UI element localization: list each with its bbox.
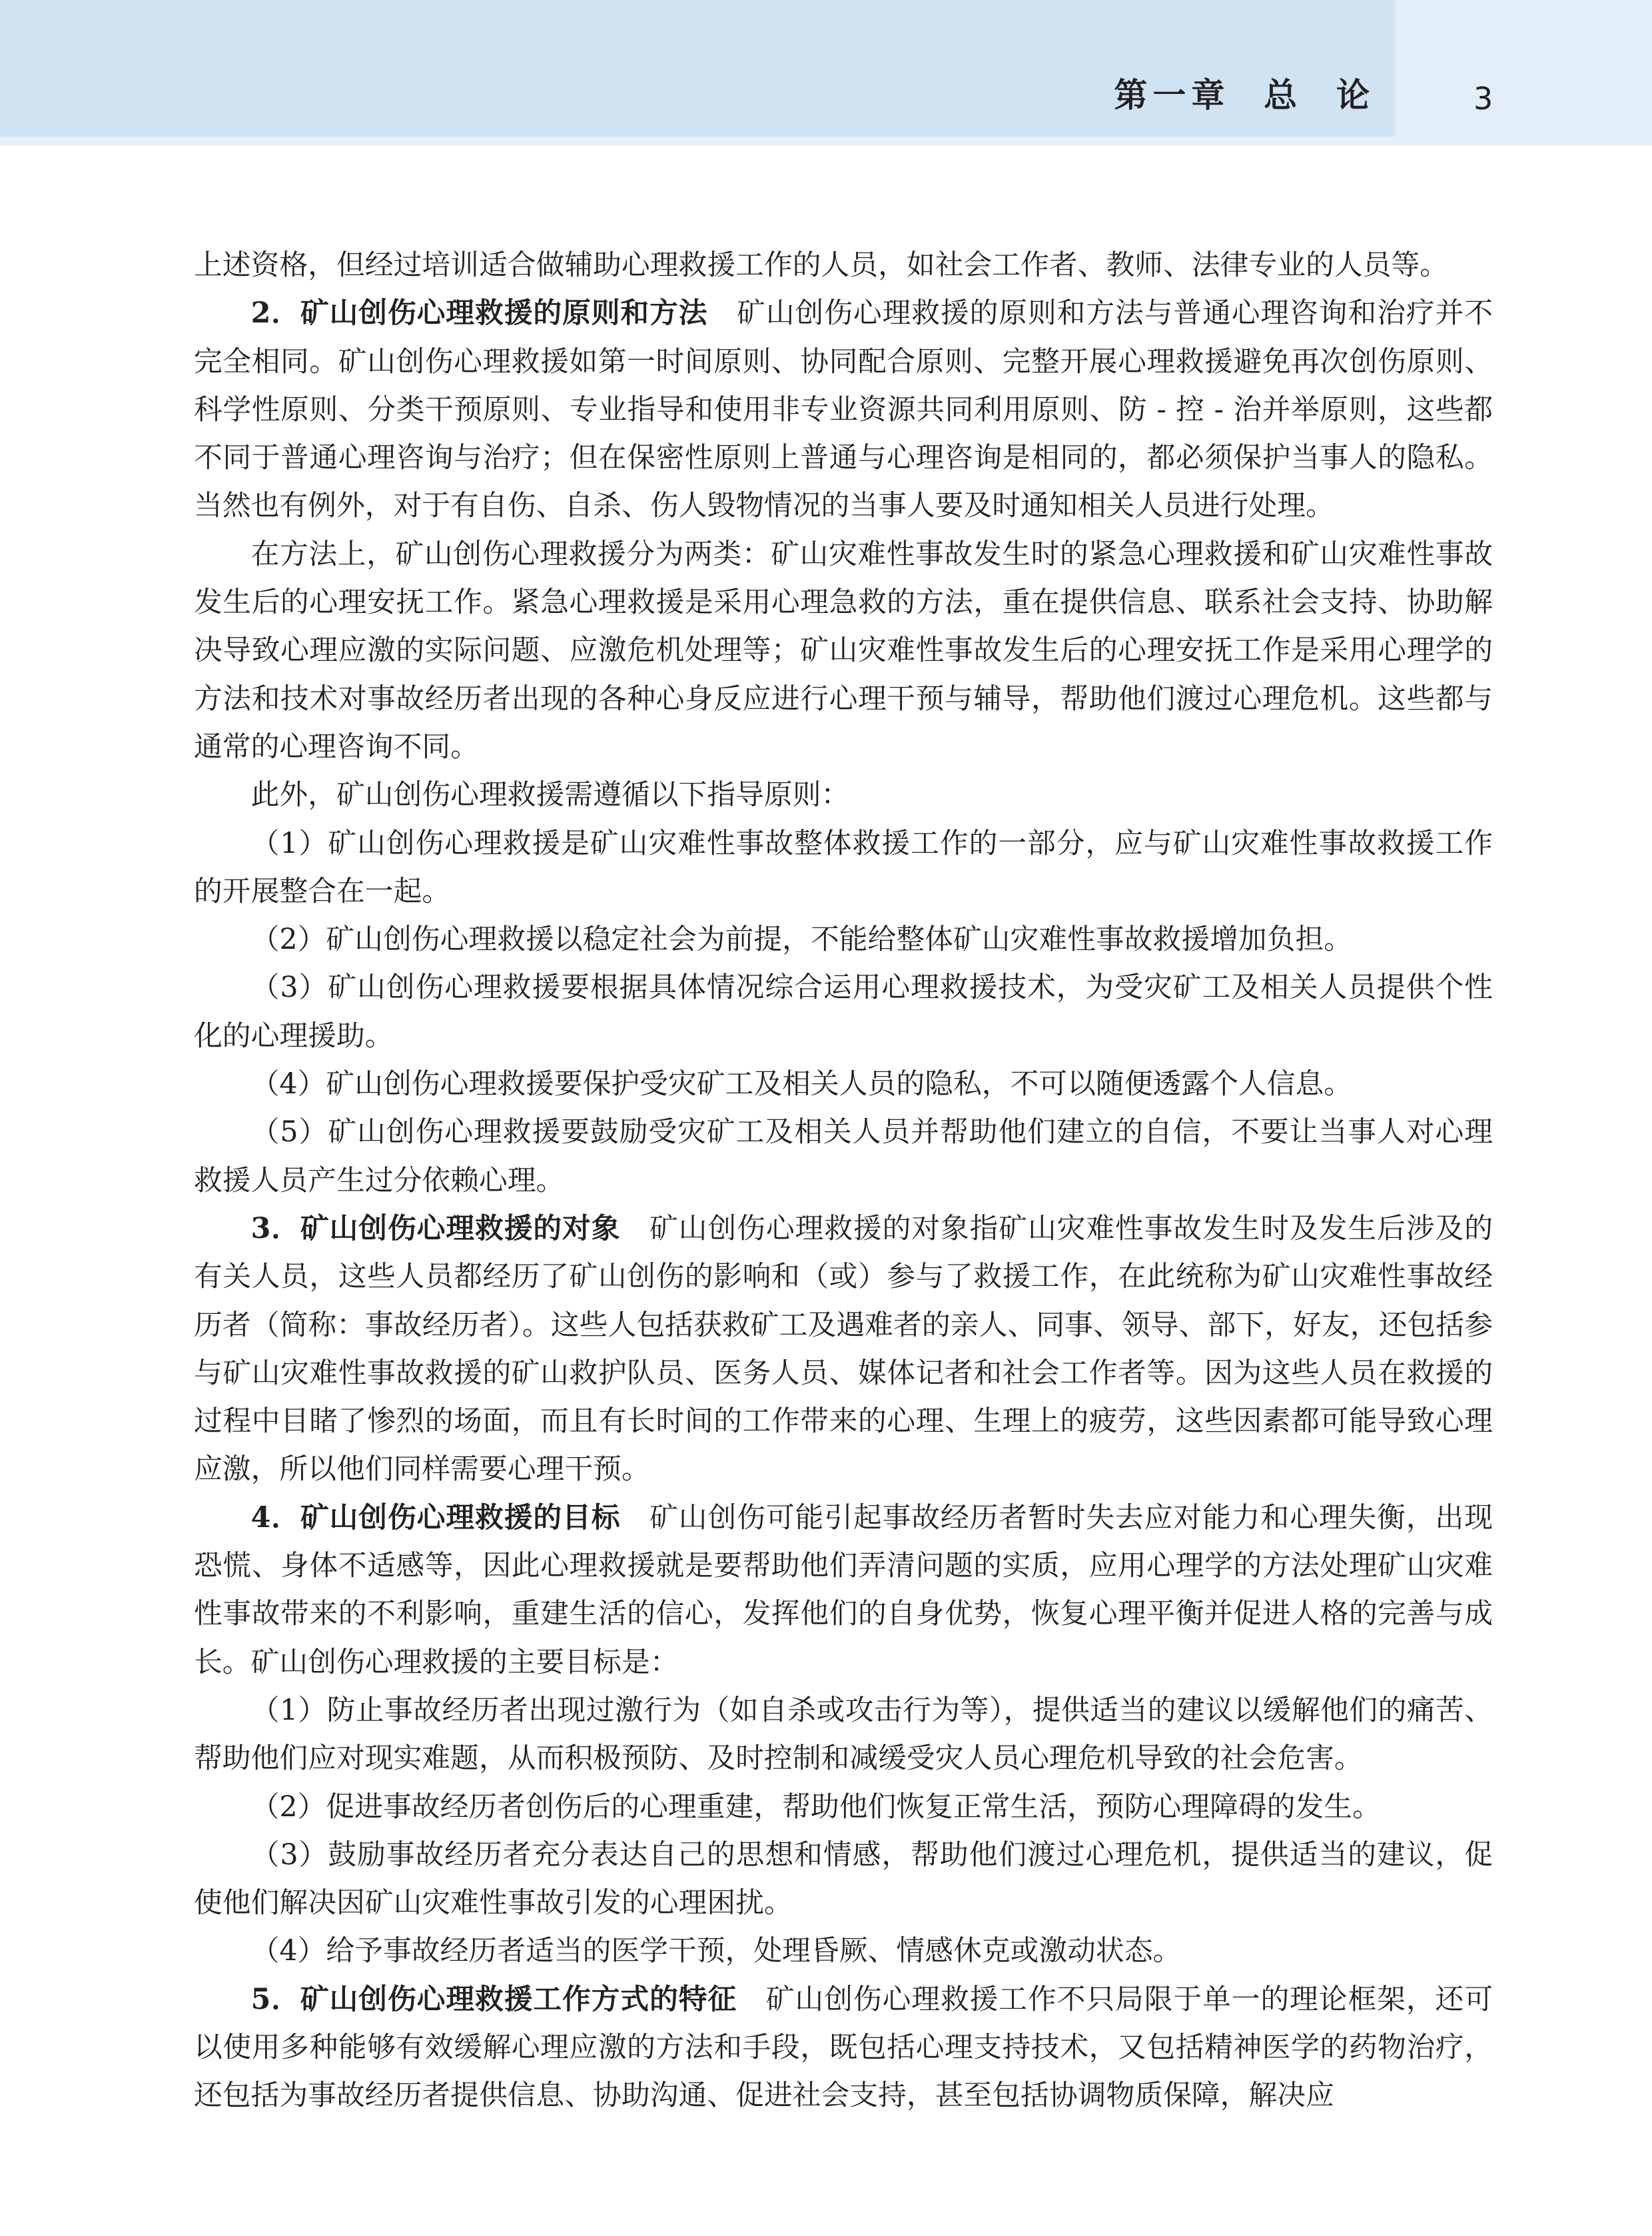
paragraph-text: （1）矿山创伤心理救援是矿山灾难性事故整体救援工作的一部分，应与矿山灾难性事故救援工作的开展整合在一起。 (194, 826, 1493, 908)
paragraph-text: （4）矿山创伤心理救援要保护受灾矿工及相关人员的隐私，不可以随便透露个人信息。 (250, 1067, 1353, 1101)
paragraph-text: （2）矿山创伤心理救援以稳定社会为前提，不能给整体矿山灾难性事故救援增加负担。 (250, 923, 1353, 957)
paragraph (194, 771, 1493, 819)
list-item (194, 1108, 1493, 1205)
paragraph-text: 矿山创伤心理救援的原则和方法与普通心理咨询和治疗并不完全相同。矿山创伤心理救援如第一时间原则、协同配合原则、完整开展心理救援避免再次创伤原则、科学性原则、分类干预原则、专业指导和使用非专业资源共同利用原则、防 - 控 - 治并举原则，这些都不同于普通心理咨询与治疗；但在保密性原则上普通与心理咨询是相同的，都必须保护当事人的隐私。当然也有例外，对于有自伤、自杀、伤人毁物情况的当事人要及时通知相关人员进行处理。 (194, 296, 1493, 523)
list-item (194, 963, 1493, 1060)
section-heading: 2．矿山创伤心理救援的原则和方法 (250, 296, 708, 330)
list-item (194, 1831, 1493, 1928)
header-divider (0, 137, 1652, 146)
paragraph-text: （3）矿山创伤心理救援要根据具体情况综合运用心理救援技术，为受灾矿工及相关人员提供个性化的心理援助。 (194, 971, 1493, 1053)
paragraph-text: 矿山创伤心理救援的对象指矿山灾难性事故发生时及发生后涉及的有关人员，这些人员都经历了矿山创伤的影响和（或）参与了救援工作，在此统称为矿山灾难性事故经历者（简称：事故经历者）。这些人包括获救矿工及遇难者的亲人、同事、领导、部下，好友，还包括参与矿山灾难性事故救援的矿山救护队员、医务人员、媒体记者和社会工作者等。因为这些人员在救援的过程中目睹了惨烈的场面，而且有长时间的工作带来的心理、生理上的疲劳，这些因素都可能导致心理应激，所以他们同样需要心理干预。 (194, 1211, 1493, 1486)
paragraph-text: 在方法上，矿山创伤心理救援分为两类：矿山灾难性事故发生时的紧急心理救援和矿山灾难性事故发生后的心理安抚工作。紧急心理救援是采用心理急救的方法，重在提供信息、联系社会支持、协助解决导致心理应激的实际问题、应激危机处理等；矿山灾难性事故发生后的心理安抚工作是采用心理学的方法和技术对事故经历者出现的各种心身反应进行心理干预与辅导，帮助他们渡过心理危机。这些都与通常的心理咨询不同。 (194, 537, 1493, 764)
paragraph-text: 上述资格，但经过培训适合做辅助心理救援工作的人员，如社会工作者、教师、法律专业的人员等。 (194, 249, 1449, 282)
list-item (194, 915, 1493, 963)
paragraph-text: 矿山创伤心理救援工作不只局限于单一的理论框架，还可以使用多种能够有效缓解心理应激的方法和手段，既包括心理支持技术，又包括精神医学的药物治疗，还包括为事故经历者提供信息、协助沟通、促进社会支持，甚至包括协调物质保障，解决应 (194, 1982, 1493, 2113)
body-text (194, 241, 1493, 2120)
header-tab (1395, 0, 1652, 137)
section-heading: 3．矿山创伤心理救援的对象 (250, 1211, 621, 1245)
list-item (194, 1927, 1493, 1975)
list-item (194, 1060, 1493, 1108)
section-paragraph (194, 1205, 1493, 1494)
section-paragraph (194, 289, 1493, 530)
section-paragraph (194, 1494, 1493, 1686)
page-number: 3 (1473, 81, 1493, 117)
paragraph-text: （1）防止事故经历者出现过激行为（如自杀或攻击行为等），提供适当的建议以缓解他们的痛苦、帮助他们应对现实难题，从而积极预防、及时控制和减缓受灾人员心理危机导致的社会危害。 (194, 1693, 1493, 1776)
chapter-title: 第一章 总 论 (1114, 75, 1375, 115)
paragraph (194, 530, 1493, 771)
paragraph-text: （2）促进事故经历者创伤后的心理重建，帮助他们恢复正常生活，预防心理障碍的发生。 (250, 1790, 1381, 1824)
header-band (0, 0, 1395, 137)
list-item (194, 820, 1493, 916)
section-paragraph (194, 1975, 1493, 2120)
paragraph (194, 241, 1493, 289)
section-heading: 5．矿山创伤心理救援工作方式的特征 (250, 1982, 737, 2016)
paragraph-text: （5）矿山创伤心理救援要鼓励受灾矿工及相关人员并帮助他们建立的自信，不要让当事人对心理救援人员产生过分依赖心理。 (194, 1115, 1493, 1197)
list-item (194, 1686, 1493, 1783)
section-heading: 4．矿山创伤心理救援的目标 (250, 1500, 621, 1534)
paragraph-text: 矿山创伤可能引起事故经历者暂时失去应对能力和心理失衡，出现恐慌、身体不适感等，因此心理救援就是要帮助他们弄清问题的实质，应用心理学的方法处理矿山灾难性事故带来的不利影响，重建生活的信心，发挥他们的自身优势，恢复心理平衡并促进人格的完善与成长。矿山创伤心理救援的主要目标是： (194, 1500, 1493, 1679)
paragraph-text: （4）给予事故经历者适当的医学干预，处理昏厥、情感休克或激动状态。 (250, 1934, 1182, 1968)
paragraph-text: 此外，矿山创伤心理救援需遵循以下指导原则： (250, 778, 850, 812)
list-item (194, 1783, 1493, 1831)
paragraph-text: （3）鼓励事故经历者充分表达自己的思想和情感，帮助他们渡过心理危机，提供适当的建议，促使他们解决因矿山灾难性事故引发的心理困扰。 (194, 1838, 1493, 1920)
